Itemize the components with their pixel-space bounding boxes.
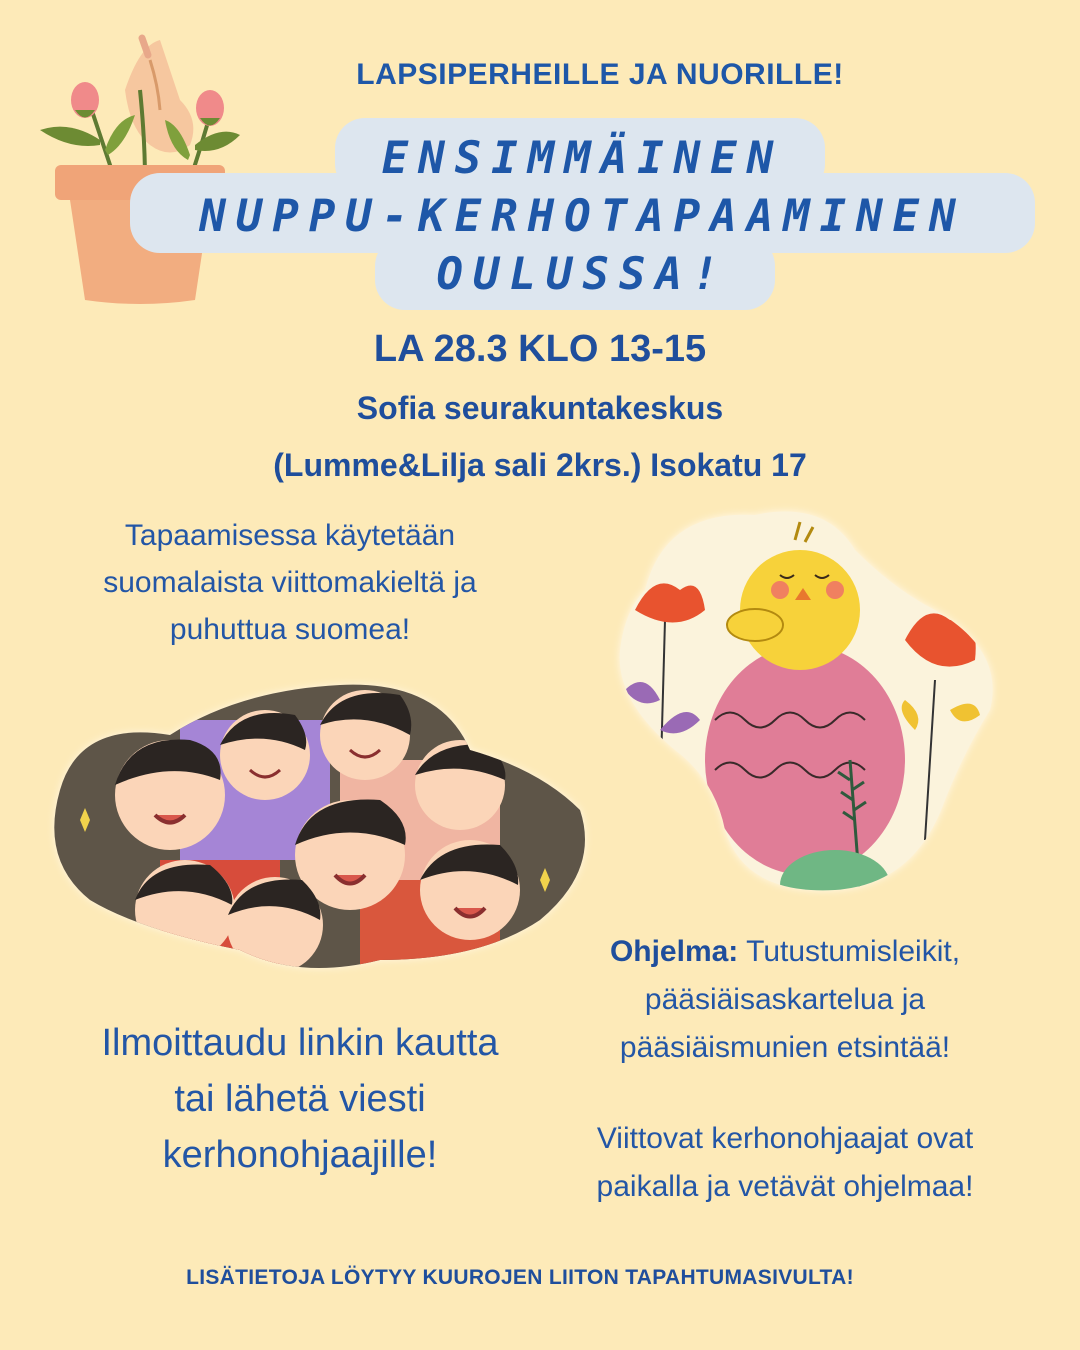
event-date-time: LA 28.3 KLO 13-15 xyxy=(373,328,707,370)
event-room-address: (Lumme&Lilja sali 2krs.) Isokatu 17 xyxy=(273,447,807,483)
program-label: Ohjelma: xyxy=(609,935,739,968)
program-line-1: Tutustumisleikit, xyxy=(738,935,961,968)
signup-line-3: kerhonohjaajille! xyxy=(162,1134,438,1176)
title-line-2: NUPPU-KERHOTAPAAMINEN xyxy=(199,191,966,242)
signup-line-1: Ilmoittaudu linkin kautta xyxy=(101,1022,499,1064)
footer-info: LISÄTIETOJA LÖYTYY KUUROJEN LIITON TAPAHTUMASIVULTA! xyxy=(186,1266,854,1289)
intro-line-2: suomalaista viittomakieltä ja xyxy=(103,566,477,599)
program-line-3: pääsiäismunien etsintää! xyxy=(619,1031,951,1064)
program-text xyxy=(560,928,1010,1072)
leaders-line-2: paikalla ja vetävät ohjelmaa! xyxy=(596,1170,974,1203)
leaders-text xyxy=(540,1115,1030,1211)
children-group-icon xyxy=(40,680,600,980)
title-line-3: OULUSSA! xyxy=(436,249,729,300)
intro-text xyxy=(40,512,540,653)
title-line-1: ENSIMMÄINEN xyxy=(381,133,784,184)
signup-line-2: tai lähetä viesti xyxy=(174,1078,426,1120)
intro-line-3: puhuttua suomea! xyxy=(169,613,411,646)
event-venue: Sofia seurakuntakeskus xyxy=(356,390,724,426)
easter-chick-icon xyxy=(605,500,1005,900)
program-line-2: pääsiäisaskartelua ja xyxy=(644,983,926,1016)
title-bubble xyxy=(130,118,1035,310)
leaders-line-1: Viittovat kerhonohjaajat ovat xyxy=(596,1122,974,1155)
signup-text xyxy=(20,1015,580,1183)
audience-heading: LAPSIPERHEILLE JA NUORILLE! xyxy=(356,58,844,91)
intro-line-1: Tapaamisessa käytetään xyxy=(124,519,456,552)
